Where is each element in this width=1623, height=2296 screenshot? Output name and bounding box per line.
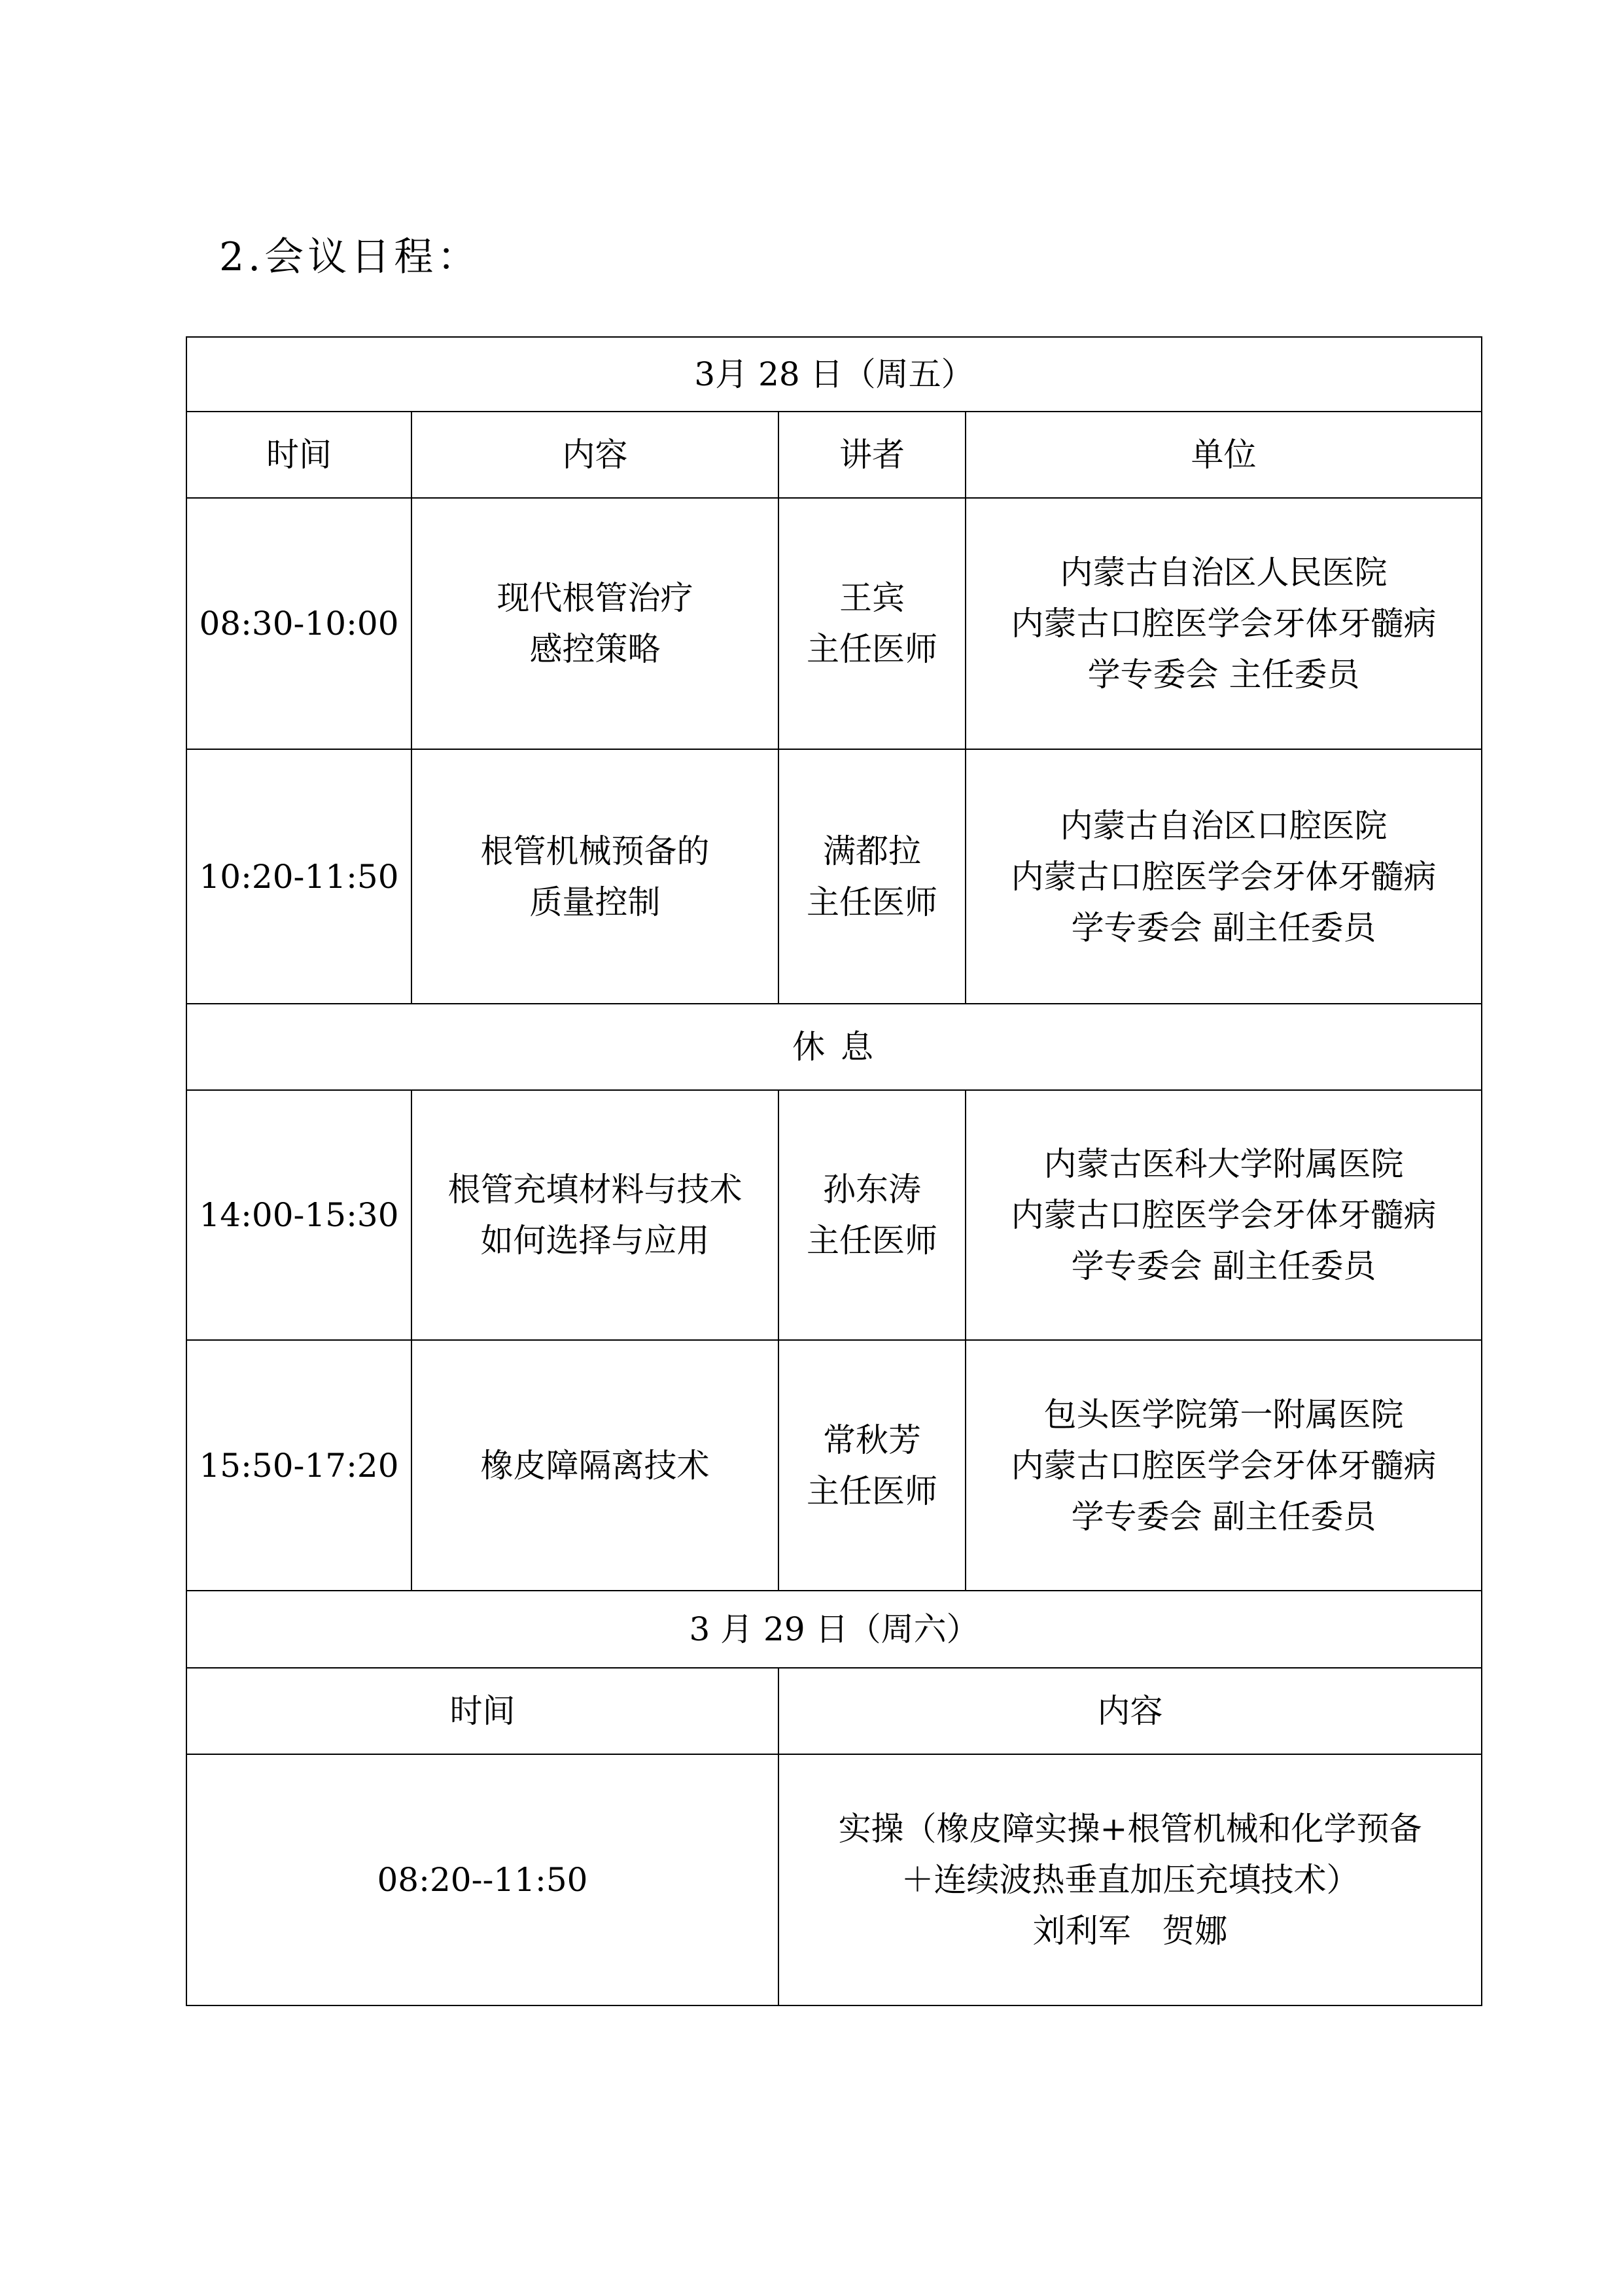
session-unit [966, 1090, 1482, 1340]
content-line: 刘利军 贺娜 [1032, 1912, 1228, 1950]
header-time: 时间 [186, 1668, 778, 1754]
session-topic [411, 1340, 778, 1591]
session-time: 14:00-15:30 [186, 1090, 411, 1340]
speaker-name: 孙东涛 [823, 1171, 921, 1209]
session-speaker [778, 1340, 966, 1591]
unit-line: 学专委会 副主任委员 [1071, 1497, 1376, 1536]
unit-line: 学专委会 主任委员 [1087, 656, 1360, 694]
speaker-name: 常秋芳 [823, 1421, 921, 1459]
session-row [186, 1340, 1482, 1591]
session-speaker [778, 498, 966, 749]
unit-line: 内蒙古口腔医学会牙体牙髓病 [1011, 1196, 1437, 1234]
session-unit [966, 749, 1482, 1004]
session-speaker [778, 1090, 966, 1340]
content-line: ＋连续波热垂直加压充填技术） [901, 1861, 1359, 1899]
topic-line: 橡皮障隔离技术 [480, 1446, 710, 1485]
session-row [186, 1090, 1482, 1340]
unit-line: 内蒙古口腔医学会牙体牙髓病 [1011, 857, 1437, 896]
session-unit [966, 1340, 1482, 1591]
topic-line: 感控策略 [529, 630, 661, 668]
day2-date: 3 月 29 日（周六） [186, 1591, 1482, 1668]
day1-header-row [186, 412, 1482, 498]
session-time: 10:20-11:50 [186, 749, 411, 1004]
session-topic [411, 498, 778, 749]
unit-line: 内蒙古自治区人民医院 [1060, 554, 1387, 592]
speaker-title: 主任医师 [807, 1222, 937, 1260]
topic-line: 质量控制 [529, 883, 661, 921]
speaker-title: 主任医师 [807, 630, 937, 668]
session-topic [411, 1090, 778, 1340]
header-content: 内容 [778, 1668, 1482, 1754]
header-speaker: 讲者 [778, 412, 966, 498]
topic-line: 现代根管治疗 [497, 579, 693, 617]
header-content: 内容 [411, 412, 778, 498]
unit-line: 内蒙古医科大学附属医院 [1043, 1145, 1404, 1183]
topic-line: 根管充填材料与技术 [447, 1171, 742, 1209]
unit-line: 包头医学院第一附属医院 [1043, 1395, 1404, 1434]
session-row [186, 749, 1482, 1004]
unit-line: 内蒙古自治区口腔医院 [1060, 806, 1387, 845]
day2-header-row [186, 1668, 1482, 1754]
session-time: 15:50-17:20 [186, 1340, 411, 1591]
speaker-title: 主任医师 [807, 1472, 937, 1510]
day1-date: 3月 28 日（周五） [186, 337, 1482, 412]
schedule-table [186, 336, 1482, 2006]
topic-line: 根管机械预备的 [480, 832, 710, 870]
session-topic [411, 749, 778, 1004]
session-row [186, 498, 1482, 749]
unit-line: 学专委会 副主任委员 [1071, 1247, 1376, 1285]
session-time: 08:30-10:00 [186, 498, 411, 749]
unit-line: 内蒙古口腔医学会牙体牙髓病 [1011, 1446, 1437, 1485]
session-speaker [778, 749, 966, 1004]
speaker-name: 王宾 [839, 579, 905, 617]
header-unit: 单位 [966, 412, 1482, 498]
session-unit [966, 498, 1482, 749]
session-time: 08:20--11:50 [186, 1754, 778, 2005]
speaker-title: 主任医师 [807, 883, 937, 921]
speaker-name: 满都拉 [823, 832, 921, 870]
session-content [778, 1754, 1482, 2005]
header-time: 时间 [186, 412, 411, 498]
unit-line: 学专委会 副主任委员 [1071, 908, 1376, 947]
content-line: 实操（橡皮障实操+根管机械和化学预备 [838, 1810, 1422, 1848]
topic-line: 如何选择与应用 [480, 1222, 710, 1260]
section-heading: 2.会议日程： [219, 234, 481, 280]
break-row: 休 息 [186, 1004, 1482, 1090]
session-row [186, 1754, 1482, 2005]
unit-line: 内蒙古口腔医学会牙体牙髓病 [1011, 605, 1437, 643]
